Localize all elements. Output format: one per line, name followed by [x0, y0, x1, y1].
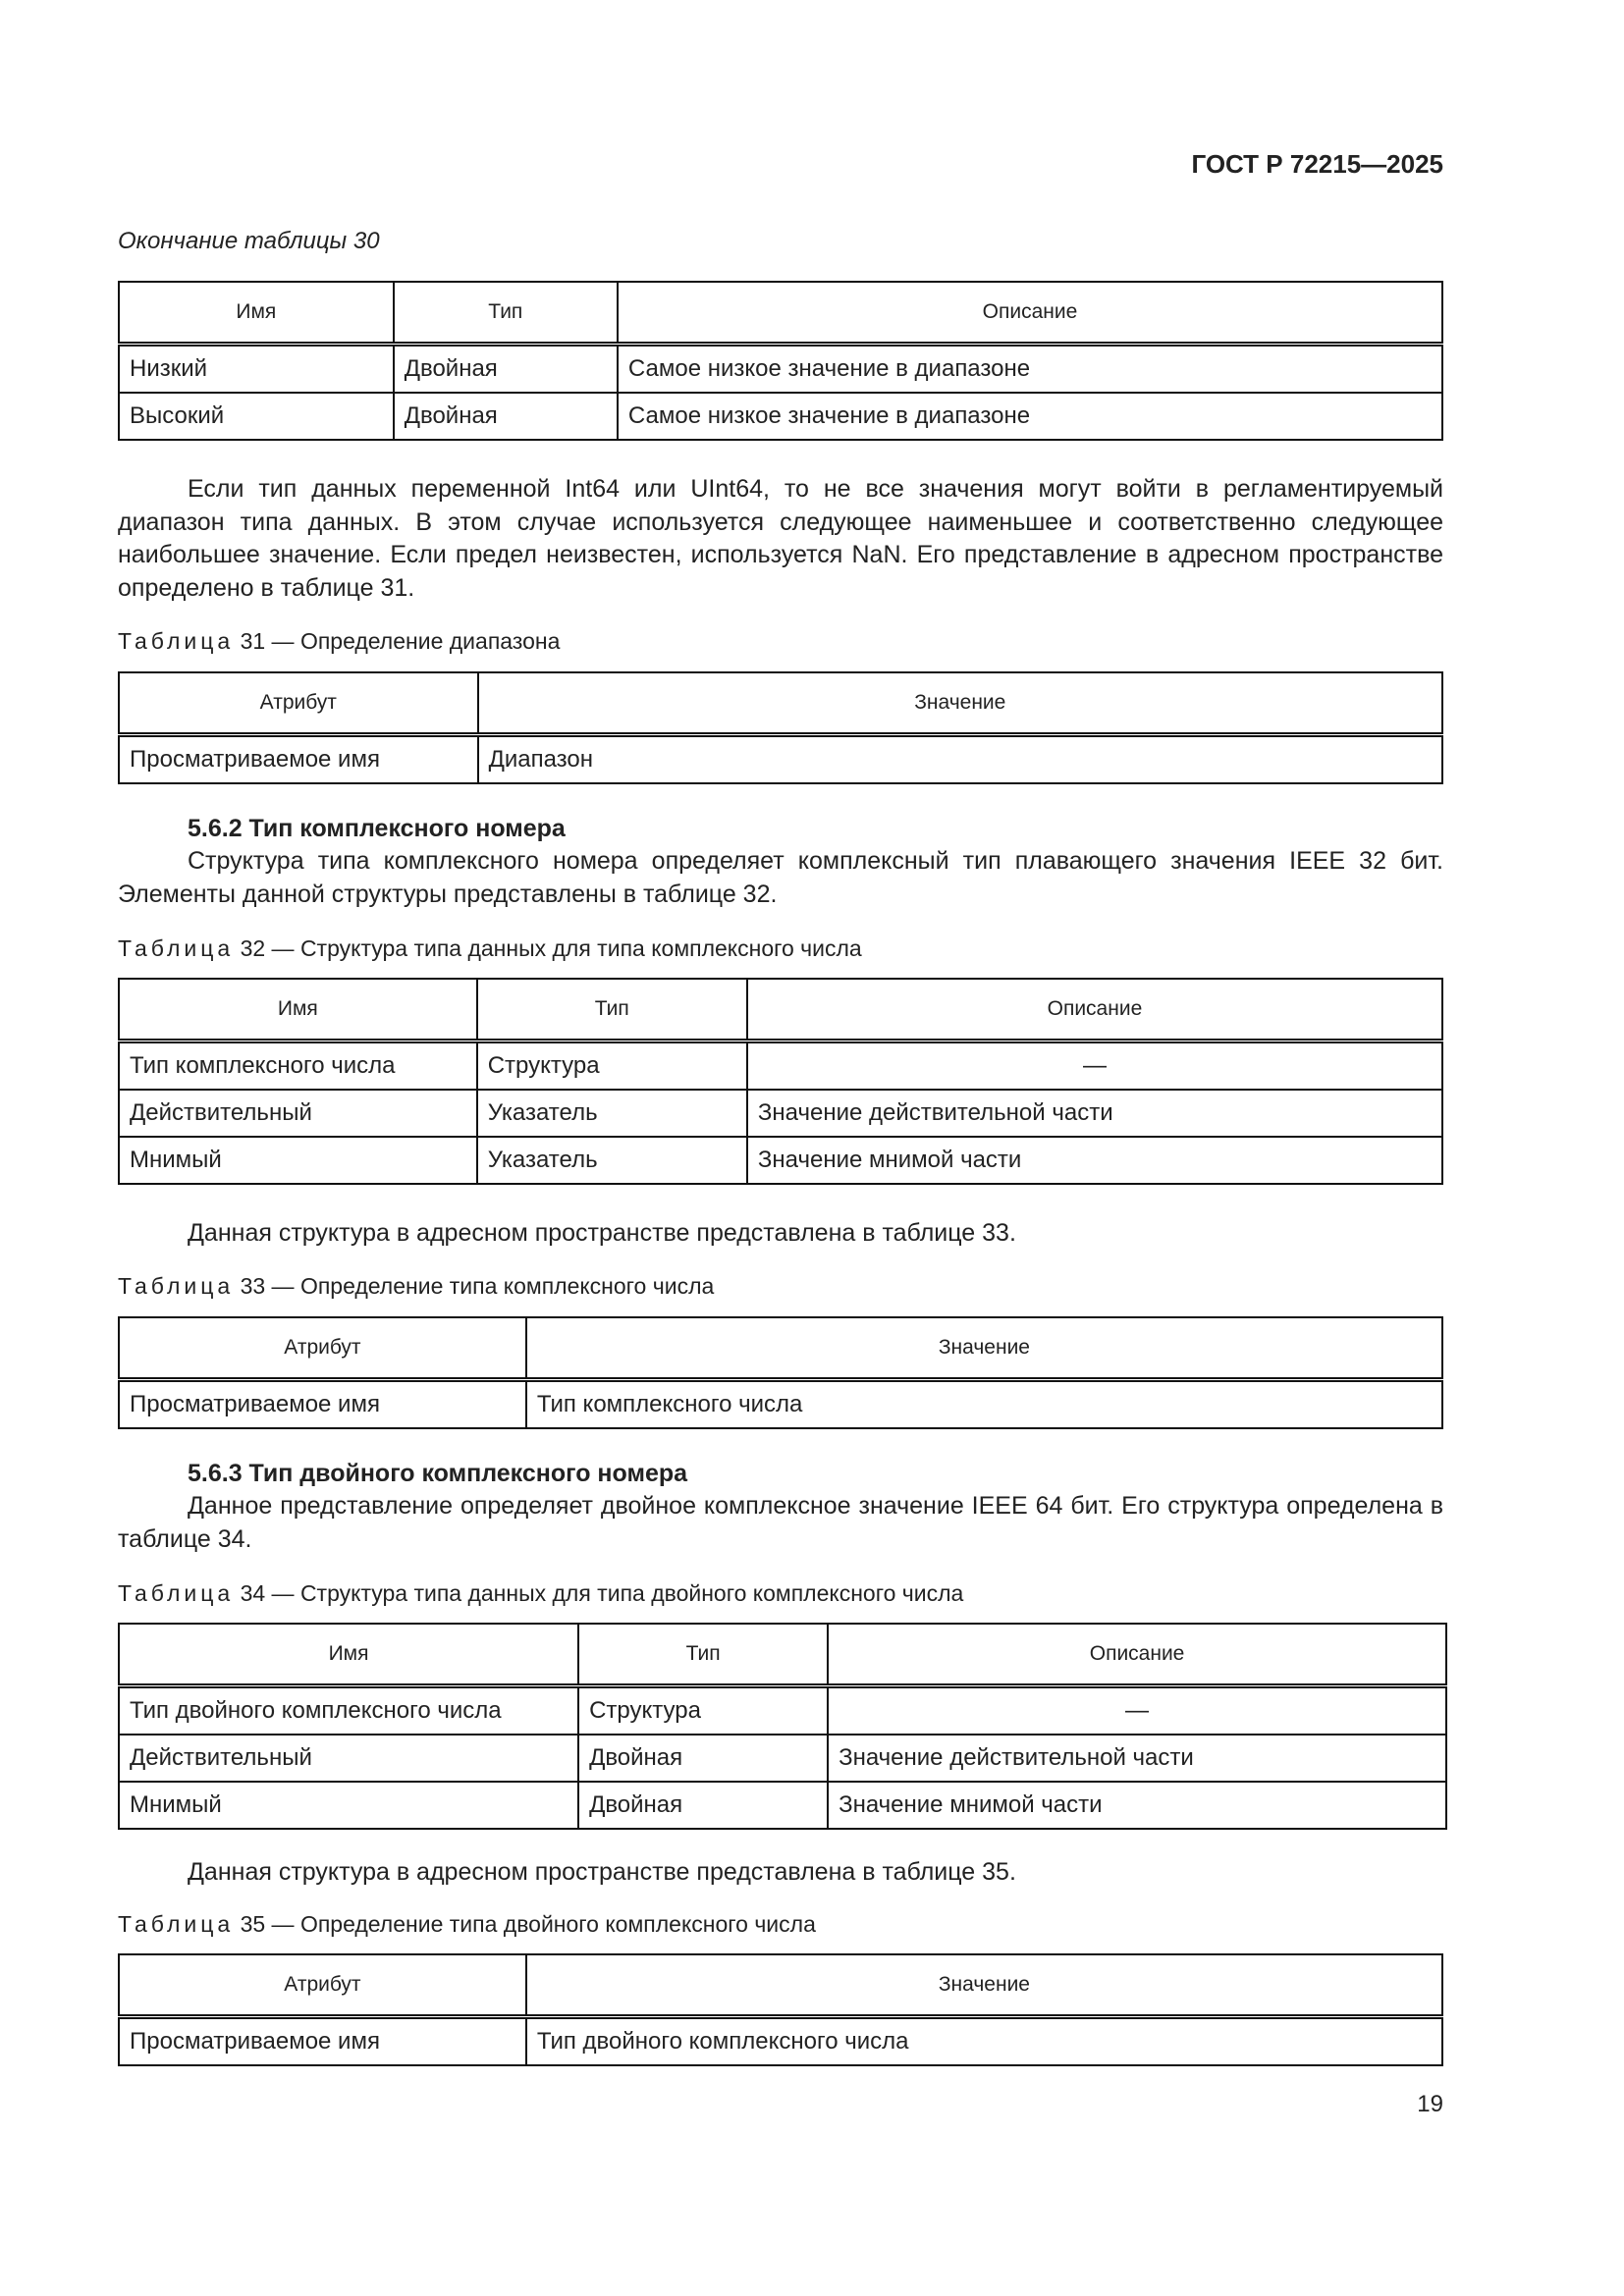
page-number: 19 [1417, 2091, 1443, 2117]
table-row [119, 735, 1442, 784]
paragraph-text: Данная структура в адресном пространстве представлена в таблице 35. [188, 1858, 1016, 1886]
paragraph-int64-range [118, 473, 1443, 605]
table-row [119, 1686, 1446, 1735]
column-header: Имя [119, 979, 477, 1041]
table-label: Таблица [118, 1911, 235, 1937]
table-32 [118, 978, 1443, 1185]
column-header: Имя [119, 282, 394, 345]
table-cell: Самое низкое значение в диапазоне [618, 345, 1442, 394]
caption-text: 33 — Определение типа комплексного числа [240, 1273, 715, 1299]
table-cell: Указатель [477, 1137, 747, 1184]
section-5-6-3-heading: 5.6.3 Тип двойного комплексного номера [188, 1460, 688, 1487]
column-header: Атрибут [119, 1317, 526, 1380]
table-header-row [119, 1317, 1442, 1380]
column-header: Описание [828, 1624, 1446, 1686]
table-header-row [119, 1954, 1442, 2017]
table-row [119, 2017, 1442, 2066]
table-row [119, 1380, 1442, 1429]
table-cell: Тип двойного комплексного числа [526, 2017, 1442, 2066]
table-cell: Значение действительной части [828, 1735, 1446, 1782]
table-cell: Двойная [394, 345, 618, 394]
table-row [119, 1782, 1446, 1829]
column-header: Описание [618, 282, 1442, 345]
caption-text: 34 — Структура типа данных для типа двойного комплексного числа [240, 1580, 964, 1606]
table-cell: — [828, 1686, 1446, 1735]
table-row [119, 1041, 1442, 1091]
table-row [119, 345, 1442, 394]
table-30 [118, 281, 1443, 441]
table-label: Таблица [118, 935, 235, 961]
column-header: Описание [747, 979, 1442, 1041]
table-row [119, 393, 1442, 440]
paragraph-table-33-ref [118, 1217, 1443, 1251]
paragraph-text: Структура типа комплексного номера определяет комплексный тип плавающего значения IEEE 32 бит. Элементы данной структуры представлены в таблице 32. [118, 847, 1443, 908]
paragraph-text: Данное представление определяет двойное комплексное значение IEEE 64 бит. Его структура определена в таблице 34. [118, 1492, 1443, 1553]
table-cell: Просматриваемое имя [119, 2017, 526, 2066]
table-cell: Действительный [119, 1090, 477, 1137]
table-cell: Двойная [394, 393, 618, 440]
paragraph-text: Данная структура в адресном пространстве представлена в таблице 33. [188, 1219, 1016, 1247]
table-cell: Двойная [578, 1782, 828, 1829]
table-cell: Двойная [578, 1735, 828, 1782]
table-33-caption [118, 1273, 714, 1300]
section-5-6-3-text [118, 1490, 1443, 1556]
paragraph-table-35-ref [118, 1856, 1443, 1890]
paragraph-text: Если тип данных переменной Int64 или UInt64, то не все значения могут войти в регламентируемый диапазон типа данных. В этом случае используется следующее наименьшее и соответственно следующее наибольшее значение. Если предел неизвестен, используется NaN. Его представление в адресном пространстве определено в таблице 31. [118, 475, 1443, 602]
table-30-caption: Окончание таблицы 30 [118, 228, 380, 254]
section-5-6-2-heading: 5.6.2 Тип комплексного номера [188, 815, 566, 842]
table-cell: Структура [477, 1041, 747, 1091]
table-cell: Самое низкое значение в диапазоне [618, 393, 1442, 440]
table-row [119, 1090, 1442, 1137]
table-label: Таблица [118, 628, 235, 654]
table-cell: Указатель [477, 1090, 747, 1137]
column-header: Значение [526, 1954, 1442, 2017]
table-34-caption [118, 1580, 963, 1607]
table-cell: Тип двойного комплексного числа [119, 1686, 578, 1735]
table-35 [118, 1953, 1443, 2066]
table-cell: Мнимый [119, 1782, 578, 1829]
table-31-caption [118, 628, 560, 655]
caption-text: 32 — Структура типа данных для типа комплексного числа [240, 935, 862, 961]
table-cell: Низкий [119, 345, 394, 394]
table-33 [118, 1316, 1443, 1429]
table-row [119, 1137, 1442, 1184]
table-cell: Значение мнимой части [747, 1137, 1442, 1184]
table-cell: Тип комплексного числа [119, 1041, 477, 1091]
table-header-row [119, 979, 1442, 1041]
column-header: Тип [394, 282, 618, 345]
table-header-row [119, 672, 1442, 735]
table-cell: Просматриваемое имя [119, 1380, 526, 1429]
table-cell: Структура [578, 1686, 828, 1735]
column-header: Атрибут [119, 672, 478, 735]
caption-text: 35 — Определение типа двойного комплексного числа [240, 1911, 816, 1937]
table-34 [118, 1623, 1447, 1830]
table-31 [118, 671, 1443, 784]
table-cell: Значение действительной части [747, 1090, 1442, 1137]
caption-text: 31 — Определение диапазона [240, 628, 561, 654]
table-cell: Диапазон [478, 735, 1442, 784]
table-cell: Высокий [119, 393, 394, 440]
column-header: Тип [578, 1624, 828, 1686]
table-cell: — [747, 1041, 1442, 1091]
table-cell: Значение мнимой части [828, 1782, 1446, 1829]
column-header: Имя [119, 1624, 578, 1686]
table-row [119, 1735, 1446, 1782]
table-label: Таблица [118, 1273, 235, 1299]
table-35-caption [118, 1911, 816, 1938]
table-cell: Действительный [119, 1735, 578, 1782]
column-header: Значение [478, 672, 1442, 735]
table-cell: Просматриваемое имя [119, 735, 478, 784]
table-header-row [119, 1624, 1446, 1686]
table-header-row [119, 282, 1442, 345]
table-32-caption [118, 935, 862, 962]
column-header: Тип [477, 979, 747, 1041]
table-label: Таблица [118, 1580, 235, 1606]
table-cell: Мнимый [119, 1137, 477, 1184]
section-5-6-2-text [118, 845, 1443, 911]
document-header: ГОСТ Р 72215—2025 [1191, 149, 1443, 179]
table-cell: Тип комплексного числа [526, 1380, 1442, 1429]
column-header: Атрибут [119, 1954, 526, 2017]
column-header: Значение [526, 1317, 1442, 1380]
